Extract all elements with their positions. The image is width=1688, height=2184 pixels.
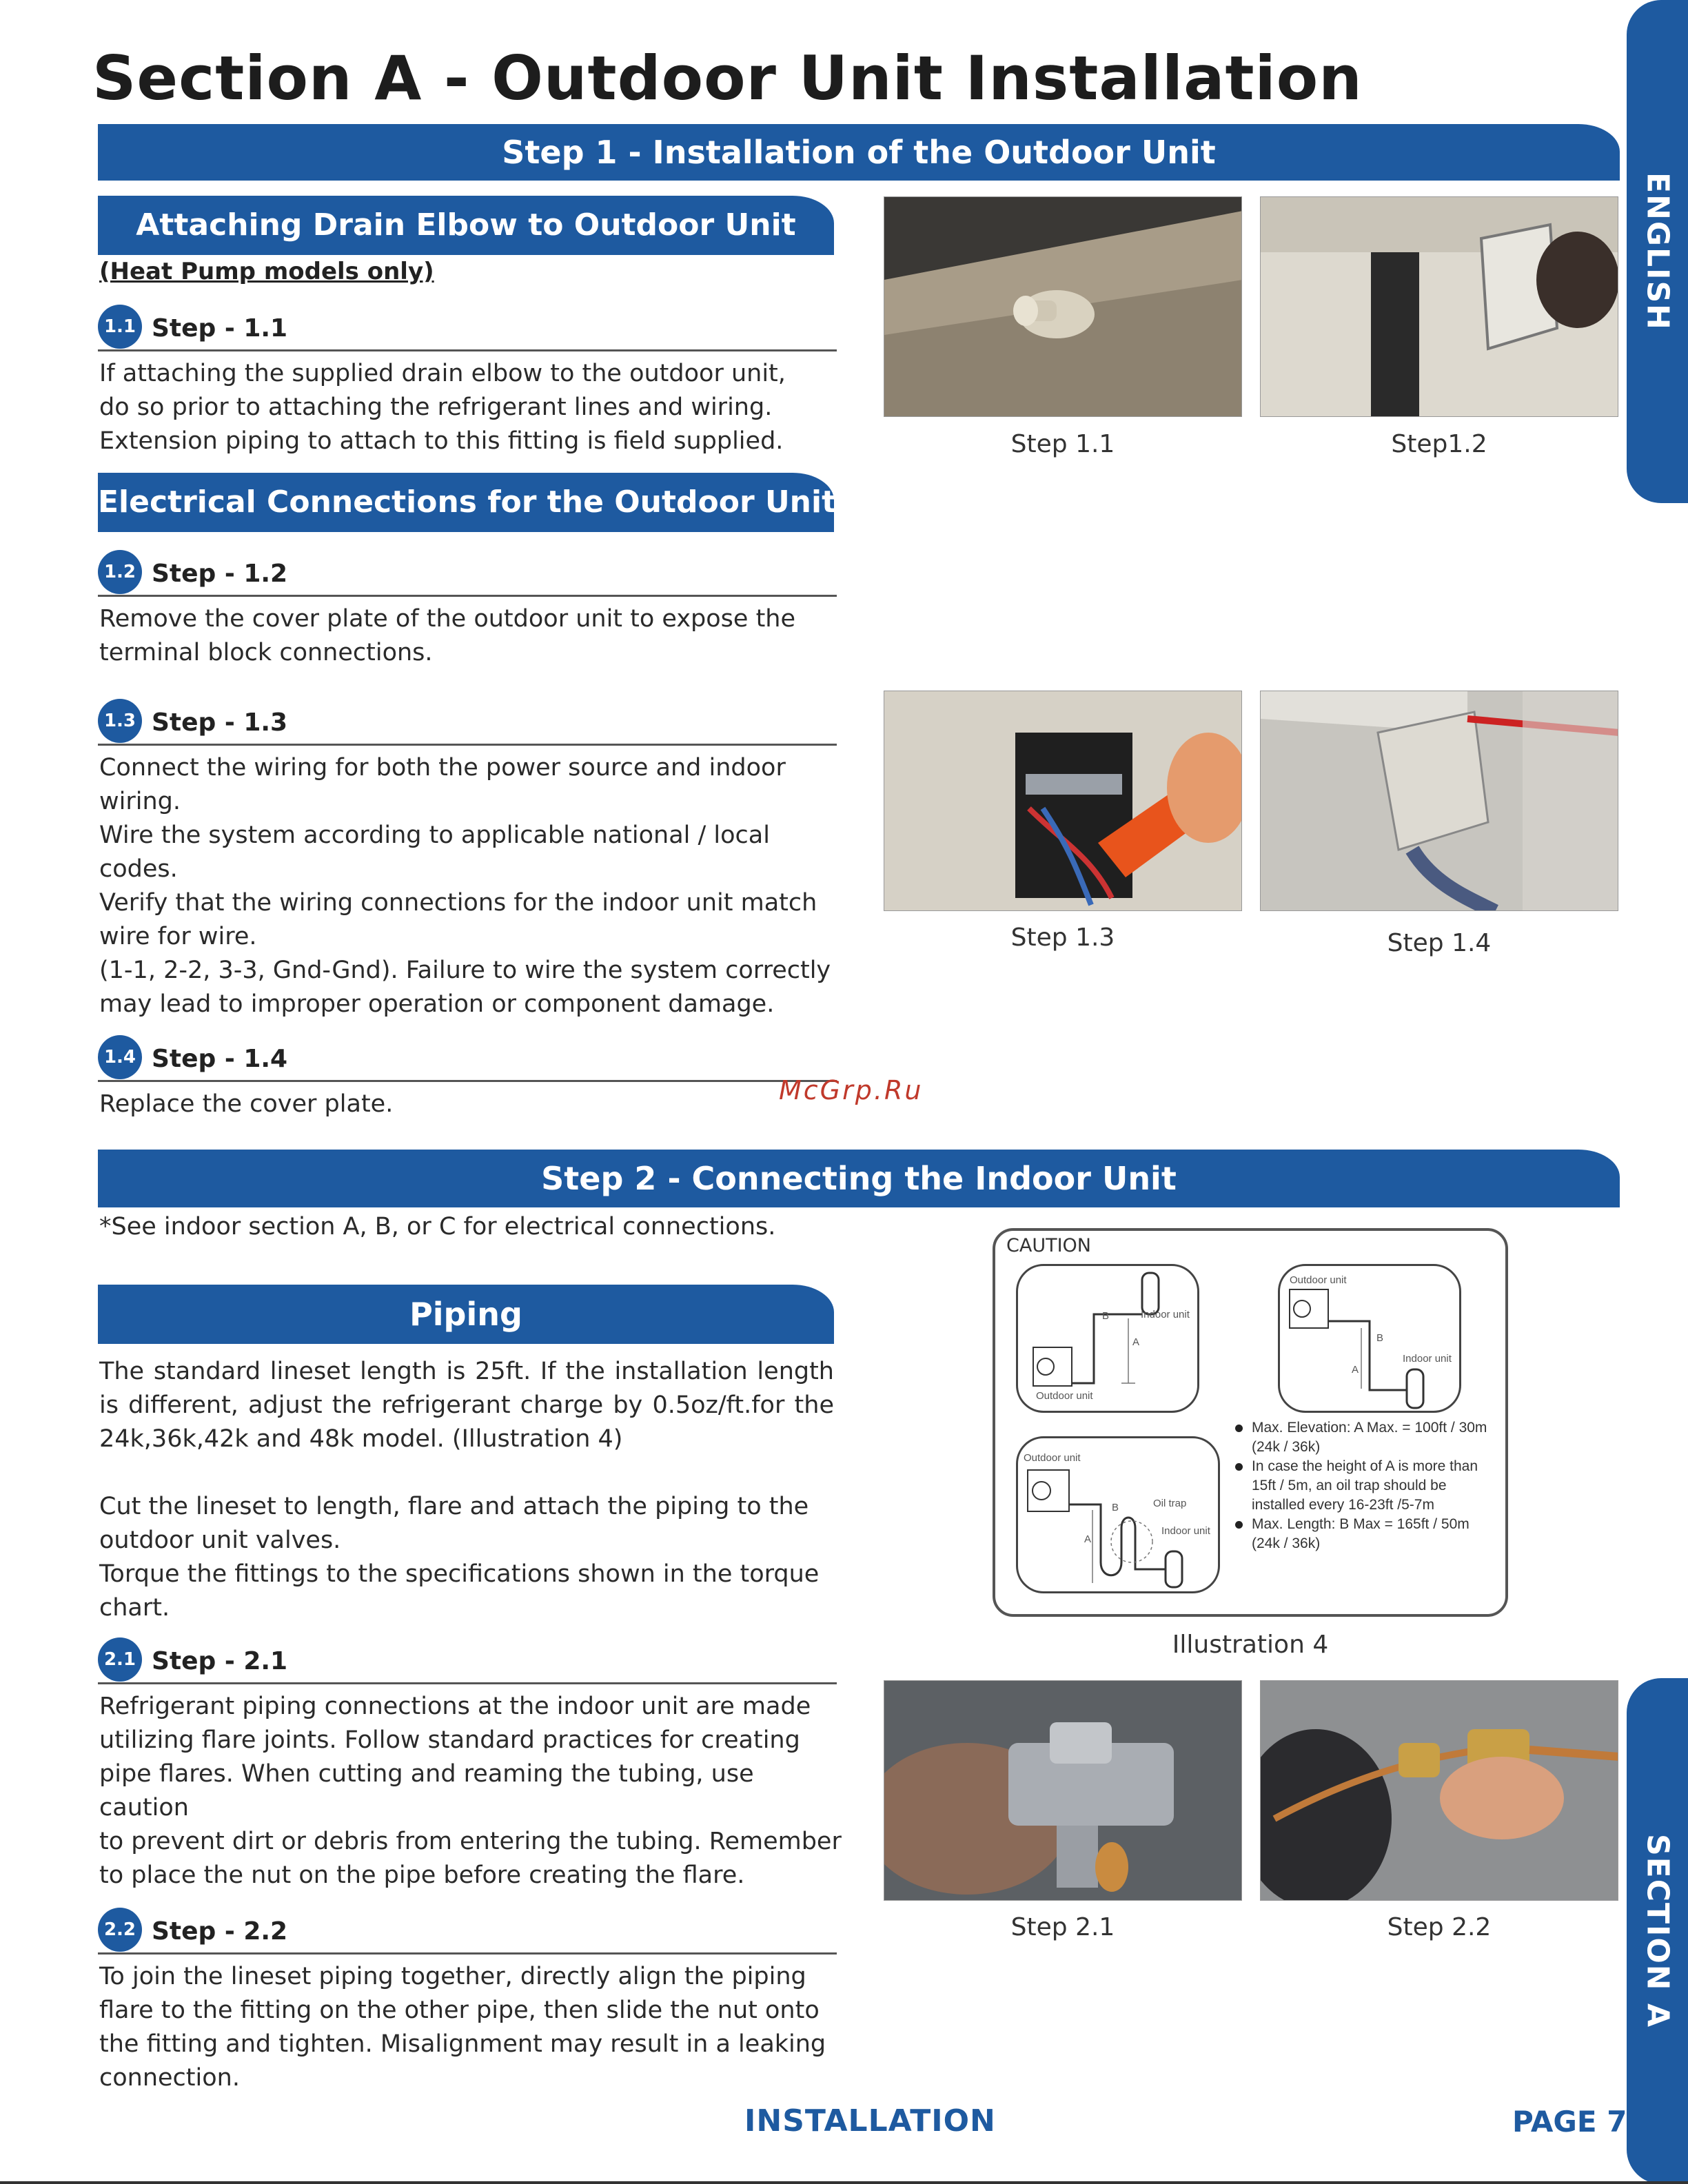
text-line: wiring. bbox=[99, 788, 181, 815]
caption-step-1-3: Step 1.3 bbox=[1010, 923, 1115, 952]
step-1-1-badge: 1.1 bbox=[98, 305, 142, 349]
text-line: terminal block connections. bbox=[99, 639, 433, 666]
step2-banner-label: Step 2 - Connecting the Indoor Unit bbox=[541, 1160, 1177, 1197]
step-1-2-label: Step - 1.2 bbox=[152, 560, 288, 588]
caption-step-1-1: Step 1.1 bbox=[1010, 430, 1115, 458]
label-a: A bbox=[1352, 1364, 1359, 1376]
piping-heading-label: Piping bbox=[409, 1296, 522, 1333]
step-1-2-badge: 1.2 bbox=[98, 550, 142, 594]
step2-banner bbox=[98, 1150, 1620, 1207]
step-1-2-header bbox=[98, 547, 837, 597]
photo-step-1-3 bbox=[884, 691, 1242, 911]
text-line: Extension piping to attach to this fitting is field supplied. bbox=[99, 427, 784, 455]
heat-pump-note: (Heat Pump models only) bbox=[99, 258, 434, 285]
text-line: Cut the lineset to length, flare and attach the piping to the bbox=[99, 1493, 809, 1520]
caution-note: Max. Length: B Max = 165ft / 50m (24k / 36k) bbox=[1234, 1515, 1498, 1553]
step-2-1-text bbox=[99, 1690, 844, 1892]
caution-note: Max. Elevation: A Max. = 100ft / 30m (24k / 36k) bbox=[1234, 1418, 1498, 1457]
label-a: A bbox=[1132, 1336, 1140, 1348]
label-b: B bbox=[1376, 1332, 1384, 1344]
diagram-oil-trap bbox=[1016, 1436, 1220, 1593]
label-b: B bbox=[1112, 1502, 1119, 1513]
step-2-1-badge: 2.1 bbox=[98, 1637, 142, 1682]
step1-banner-label: Step 1 - Installation of the Outdoor Unit bbox=[502, 134, 1216, 171]
drain-elbow-heading bbox=[98, 196, 834, 255]
caution-note: In case the height of A is more than 15ft / 5m, an oil trap should be installed every 16-23ft /5-7m bbox=[1234, 1457, 1498, 1515]
text-line: the fitting and tighten. Misalignment may result in a leaking bbox=[99, 2030, 826, 2058]
step-1-1-header bbox=[98, 302, 837, 351]
diagram-outdoor-above bbox=[1278, 1264, 1461, 1413]
text-line: outdoor unit valves. bbox=[99, 1527, 341, 1554]
label-oil-trap: Oil trap bbox=[1153, 1498, 1187, 1509]
label-outdoor-unit: Outdoor unit bbox=[1036, 1390, 1093, 1402]
step-1-3-badge: 1.3 bbox=[98, 699, 142, 743]
label-indoor-unit: Indoor unit bbox=[1141, 1309, 1190, 1320]
caption-illustration-4: Illustration 4 bbox=[1172, 1631, 1329, 1659]
text-line: Connect the wiring for both the power source and indoor bbox=[99, 754, 786, 782]
drain-elbow-heading-label: Attaching Drain Elbow to Outdoor Unit bbox=[136, 207, 796, 243]
photo-step-1-4 bbox=[1260, 691, 1618, 911]
step-1-1-label: Step - 1.1 bbox=[152, 314, 288, 343]
text-line: Verify that the wiring connections for the indoor unit match bbox=[99, 889, 817, 917]
side-tab-english-label: ENGLISH bbox=[1640, 172, 1675, 331]
step-2-1-header bbox=[98, 1635, 837, 1684]
label-a: A bbox=[1084, 1533, 1092, 1545]
step2-note: *See indoor section A, B, or C for electrical connections. bbox=[99, 1213, 776, 1241]
step-1-1-text bbox=[99, 357, 844, 458]
step-2-2-badge: 2.2 bbox=[98, 1908, 142, 1952]
step-1-4-header bbox=[98, 1032, 837, 1082]
page-title: Section A - Outdoor Unit Installation bbox=[92, 43, 1363, 114]
text-line: connection. bbox=[99, 2064, 240, 2092]
step1-banner bbox=[98, 124, 1620, 181]
text-line: Remove the cover plate of the outdoor unit to expose the bbox=[99, 605, 796, 633]
caution-notes bbox=[1234, 1418, 1498, 1553]
footer-installation: INSTALLATION bbox=[744, 2103, 996, 2139]
text-line: pipe flares. When cutting and reaming the tubing, use caution bbox=[99, 1760, 754, 1821]
step-2-2-label: Step - 2.2 bbox=[152, 1917, 288, 1946]
step-1-3-label: Step - 1.3 bbox=[152, 708, 288, 737]
piping-paragraph-2 bbox=[99, 1490, 844, 1625]
footer-page-number: PAGE 7 bbox=[1512, 2105, 1627, 2139]
text-line: may lead to improper operation or component damage. bbox=[99, 990, 775, 1018]
text-line: Replace the cover plate. bbox=[99, 1090, 394, 1118]
caption-step-2-1: Step 2.1 bbox=[1010, 1913, 1115, 1941]
text-line: flare to the fitting on the other pipe, then slide the nut onto bbox=[99, 1997, 820, 2024]
side-tab-section-label: SECTION A bbox=[1640, 1833, 1675, 2029]
step-1-2-text bbox=[99, 602, 844, 670]
caption-step-2-2: Step 2.2 bbox=[1387, 1913, 1492, 1941]
photo-step-2-1 bbox=[884, 1680, 1242, 1901]
footer-rule bbox=[0, 2181, 1688, 2184]
text-line: To join the lineset piping together, directly align the piping bbox=[99, 1963, 806, 1990]
text-line: Torque the fittings to the specifications shown in the torque bbox=[99, 1560, 820, 1588]
label-indoor-unit: Indoor unit bbox=[1403, 1353, 1452, 1365]
text-line: utilizing flare joints. Follow standard practices for creating bbox=[99, 1726, 800, 1754]
step-1-4-badge: 1.4 bbox=[98, 1035, 142, 1079]
step-1-4-label: Step - 1.4 bbox=[152, 1045, 288, 1073]
photo-step-2-2 bbox=[1260, 1680, 1618, 1901]
text-line: do so prior to attaching the refrigerant lines and wiring. bbox=[99, 394, 773, 421]
diagram-indoor-above bbox=[1016, 1264, 1199, 1413]
piping-paragraph-1: The standard lineset length is 25ft. If the installation length is different, adjust the refrigerant charge by 0.5oz/ft.for the 24k,36k,42k and 48k model. (Illustration 4) bbox=[99, 1358, 834, 1453]
label-indoor-unit: Indoor unit bbox=[1161, 1525, 1210, 1537]
caution-title: CAUTION bbox=[1006, 1235, 1091, 1256]
label-b: B bbox=[1102, 1310, 1110, 1322]
text-line: Wire the system according to applicable national / local bbox=[99, 821, 770, 849]
step-1-3-header bbox=[98, 696, 837, 746]
electrical-heading bbox=[98, 473, 837, 532]
caution-illustration bbox=[993, 1228, 1508, 1617]
side-tab-section-a bbox=[1627, 1678, 1688, 2184]
watermark: McGrp.Ru bbox=[779, 1075, 924, 1105]
text-line: (1-1, 2-2, 3-3, Gnd-Gnd). Failure to wire the system correctly bbox=[99, 957, 831, 984]
photo-step-1-1 bbox=[884, 196, 1242, 417]
text-line: to place the nut on the pipe before creating the flare. bbox=[99, 1861, 745, 1889]
step-2-2-text bbox=[99, 1960, 844, 2095]
text-line: to prevent dirt or debris from entering the tubing. Remember bbox=[99, 1828, 842, 1855]
text-line: codes. bbox=[99, 855, 178, 883]
photo-step-1-2 bbox=[1260, 196, 1618, 417]
piping-heading bbox=[98, 1285, 834, 1344]
text-line: If attaching the supplied drain elbow to the outdoor unit, bbox=[99, 360, 786, 387]
label-outdoor-unit: Outdoor unit bbox=[1290, 1274, 1347, 1286]
step-2-1-label: Step - 2.1 bbox=[152, 1647, 288, 1675]
side-tab-english bbox=[1627, 0, 1688, 503]
text-line: Refrigerant piping connections at the indoor unit are made bbox=[99, 1693, 811, 1720]
text-line: chart. bbox=[99, 1594, 170, 1622]
caption-step-1-2: Step1.2 bbox=[1391, 430, 1487, 458]
electrical-heading-label: Electrical Connections for the Outdoor Unit bbox=[98, 484, 837, 520]
label-outdoor-unit: Outdoor unit bbox=[1024, 1452, 1081, 1464]
step-2-2-header bbox=[98, 1905, 837, 1955]
caption-step-1-4: Step 1.4 bbox=[1387, 929, 1492, 957]
step-1-4-text bbox=[99, 1088, 844, 1121]
step-1-3-text bbox=[99, 751, 844, 1021]
text-line: wire for wire. bbox=[99, 923, 257, 950]
